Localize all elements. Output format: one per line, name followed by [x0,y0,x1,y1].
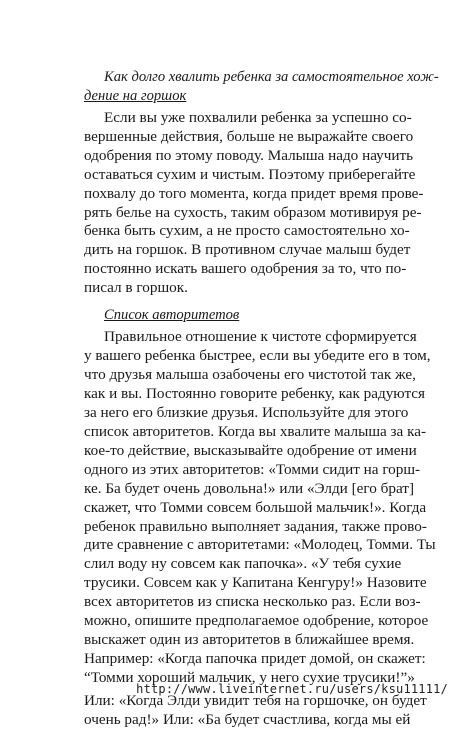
paragraph-line: слил воду ну совсем как папочка». «У тебя сухие [84,555,402,572]
paragraph-line: очень рад!» Или: «Ба будет счастлива, когда мы ей [84,711,411,728]
paragraph-line: рять белье на сухость, таким образом мотивируя ре- [84,204,422,221]
paragraph-line: Правильное отношение к чистоте сформируется [104,328,417,345]
watermark-url[interactable]: http://www.liveinternet.ru/users/ksu11111/ [136,682,448,696]
paragraph-line: у вашего ребенка быстрее, если вы убедите его в том, [84,347,431,364]
paragraph-line: “Томми хороший мальчик, у него сухие трусики!”» [84,669,415,686]
paragraph-line: трусики. Совсем как у Капитана Кенгуру!» Назовите [84,574,427,591]
section-heading-line: Список авторитетов [104,307,240,323]
paragraph-line: оставаться сухим и чистым. Поэтому приберегайте [84,166,416,183]
paragraph-line: можно, опишите предполагаемое одобрение, которое [84,612,429,629]
paragraph-line: выскажет один из авторитетов в ближайшее время. [84,631,415,648]
paragraph-line: одобрения по этому поводу. Малыша надо научить [84,147,414,164]
paragraph-line: всех авторитетов из списка несколько раз. Если воз- [84,593,421,610]
section-heading-line: Как долго хвалить ребенка за самостоятельное хож- [104,69,439,85]
paragraph-line: писал в горшок. [84,279,188,296]
paragraph-line: ке. Ба будет очень довольна!» или «Элди [его брат] [84,480,414,497]
paragraph-line: постоянно искать вашего одобрения за то, что по- [84,260,407,277]
paragraph-line: похвалу до того момента, когда придет время прове- [84,185,424,202]
paragraph-line: кое-то действие, высказывайте одобрение от имени [84,442,417,459]
section-heading-line: дение на горшок [84,88,187,104]
paragraph-line: за него его близкие друзья. Используйте для этого [84,404,409,421]
paragraph-line: дить на горшок. В противном случае малыш будет [84,241,411,258]
paragraph-line: список авторитетов. Когда вы хвалите малыша за ка- [84,423,427,440]
paragraph-line: Например: «Когда папочка придет домой, он скажет: [84,650,426,667]
paragraph-line: дите сравнение с авторитетами: «Молодец, Томми. Ты [84,536,436,553]
paragraph-line: бенка быть сухим, а не просто самостоятельно хо- [84,222,410,239]
paragraph-line: ребенок правильно выполняет задания, также прово- [84,518,427,535]
paragraph-line: скажет, что Томми совсем большой мальчик!». Когда [84,499,427,516]
paragraph-line: Или: «Когда Элди увидит тебя на горшочке, он будет [84,692,427,709]
paragraph-line: Если вы уже похвалили ребенка за успешно со- [104,109,412,126]
paragraph-line: как и вы. Постоянно говорите ребенку, как радуются [84,385,425,402]
paragraph-line: одного из этих авторитетов: «Томми сидит на горш- [84,461,421,478]
paragraph-line: что друзья малыша озабочены его чистотой так же, [84,366,416,383]
paragraph-line: вершенные действия, больше не выражайте своего [84,128,414,145]
